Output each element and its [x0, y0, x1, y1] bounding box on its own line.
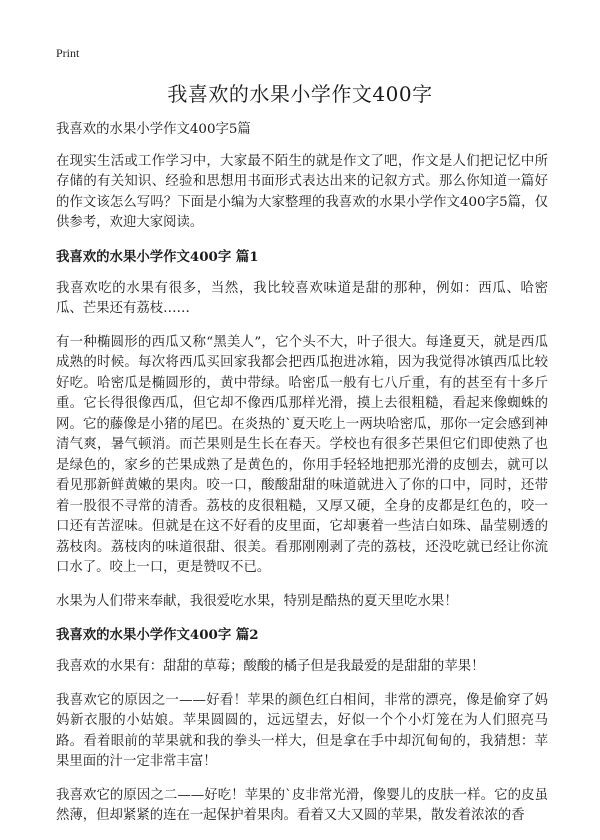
section2-paragraph: 我喜欢的水果有：甜甜的草莓；酸酸的橘子但是我最爱的是甜甜的苹果！: [56, 659, 485, 674]
section-heading-2: 我喜欢的水果小学作文400字 篇2: [56, 627, 259, 643]
section-heading-1: 我喜欢的水果小学作文400字 篇1: [56, 248, 259, 265]
page-title: 我喜欢的水果小学作文400字: [167, 82, 433, 106]
intro-paragraph: 在现实生活或工作学习中，大家最不陌生的就是作文了吧，作文是人们把记忆中所存储的有关知识、经验和思想用书面形式表达出来的记叙方式。那么你知道一篇好的作文该怎么写吗？下面是小编为大家整理的我喜欢的水果小学作文400字5篇，仅供参考，欢迎大家阅读。: [56, 153, 548, 230]
document-subtitle: 我喜欢的水果小学作文400字5篇: [56, 122, 251, 137]
print-label[interactable]: Print: [56, 46, 80, 60]
section2-paragraph: 我喜欢它的原因之二——好吃！苹果的`皮非常光滑，像婴儿的皮肤一样。它的皮虽然薄，但却紧紧的连在一起保护着果肉。看着又大又圆的苹果，散发着浓浓的香: [56, 787, 548, 823]
section1-paragraph: 有一种椭圆形的西瓜又称“黑美人”，它个头不大，叶子很大。每逢夏天，就是西瓜成熟的时候。每次将西瓜买回家我都会把西瓜抱进冰箱，因为我觉得冰镇西瓜比较好吃。哈密瓜是椭圆形的，黄中带绿。哈密瓜一般有七八斤重，有的甚至有十多斤重。它长得很像西瓜，但它却不像西瓜那样光滑，摸上去很粗糙，看起来像蜘蛛的网。它的藤像是小猪的尾巴。在炎热的`夏天吃上一两块哈密瓜，那你一定会感到神清气爽，暑气顿消。而芒果则是生长在春天。学校也有很多芒果但它们即使熟了也是绿色的，家乡的芒果成熟了是黄色的，你用手轻轻地把那光滑的皮刨去，就可以看见那新鲜黄嫩的果肉。咬一口，酸酸甜甜的味道就进入了你的口中，同时，还带着一股很不寻常的清香。荔枝的皮很粗糙，又厚又硬，全身的皮都是红色的，咬一口还有苦涩味。但就是在这不好看的皮里面，它却裹着一些洁白如珠、晶莹剔透的荔枝肉。荔枝肉的味道很甜、很美。看那刚刚剥了壳的荔枝，还没吃就已经让你流口水了。咬上一口，更是赞叹不已。: [56, 334, 548, 575]
section2-paragraph: 我喜欢它的原因之一——好看！苹果的颜色红白相间，非常的漂亮，像是偷穿了妈妈新衣服的小姑娘。苹果圆圆的，远远望去，好似一个个小灯笼在为人们照亮马路。看着眼前的苹果就和我的拳头一样大，但是拿在手中却沉甸甸的，我猜想：苹果里面的汁一定非常丰富！: [56, 692, 548, 769]
section1-paragraph: 我喜欢吃的水果有很多，当然，我比较喜欢味道是甜的那种，例如：西瓜、哈密瓜、芒果还有荔枝……: [56, 280, 548, 316]
document-body: [56, 120, 548, 840]
section1-paragraph: 水果为人们带来奉献，我很爱吃水果，特别是酷热的夏天里吃水果！: [56, 593, 458, 609]
